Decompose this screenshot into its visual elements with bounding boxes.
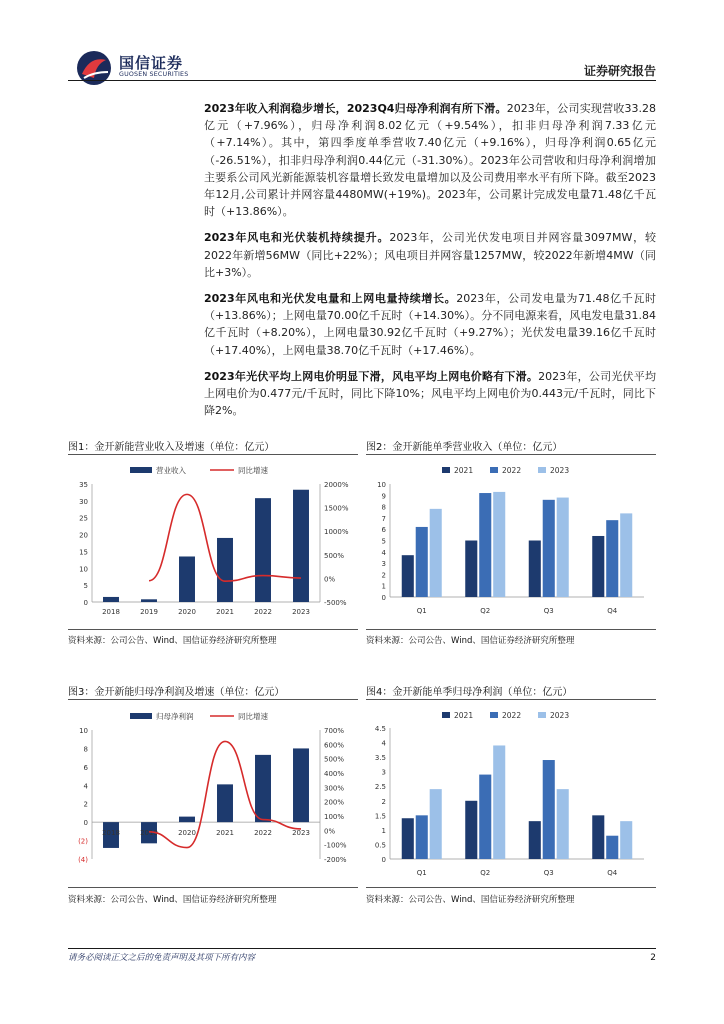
page-number: 2 [650,953,656,963]
figure-2 [366,438,656,650]
bar [293,748,309,822]
legend-label: 2021 [454,466,474,475]
y-tick-label: 4.5 [374,725,386,733]
x-tick-label: Q4 [607,607,618,615]
figure-title-divider [68,699,358,700]
legend-label: 2023 [550,711,570,720]
y-tick-label: 10 [79,565,88,574]
y2-tick-label: 200% [324,798,345,807]
legend-swatch [490,467,498,473]
bar [179,817,195,823]
bar [255,498,271,602]
legend-swatch-bar [130,467,152,473]
figure-title-divider [366,454,656,455]
bar [557,789,569,859]
y-tick-label: 9 [381,492,386,501]
figure-bottom-divider [68,887,358,888]
y-tick-label: 10 [79,727,88,735]
legend-label-bar: 营业收入 [156,466,186,475]
x-tick-label: Q3 [543,869,554,877]
paragraph-body: 2023年，公司光伏平均上网电价为0.477元/千瓦时，同比下降10%；风电平均上网电价为0.443元/千瓦时，同比下降2%。 [204,369,656,418]
y-tick-label: 35 [79,481,88,489]
y-tick-label: 6 [381,526,386,535]
paragraph-heading: 2023年风电和光伏发电量和上网电量持续增长。 [204,292,457,306]
bar [529,821,541,859]
legend-label: 2022 [502,466,522,475]
page-header [0,0,724,90]
net-profit-chart [68,703,358,883]
y-tick-label: 1.5 [374,812,386,821]
y-tick-label: 5 [381,537,386,546]
y2-tick-label: 600% [324,741,345,750]
figure-bottom-divider [366,629,656,630]
y-tick-label: 3 [381,560,386,569]
y-tick-label: 0 [83,599,88,607]
bar [592,536,604,597]
bar [620,821,632,859]
paragraph-heading: 2023年收入利润稳步增长，2023Q4归母净利润有所下滑。 [204,102,507,115]
x-tick-label: 2018 [102,608,120,616]
y2-tick-label: 300% [324,784,345,793]
bar [141,599,157,602]
figure-title-divider [366,699,656,700]
x-tick-label: Q1 [416,869,427,877]
x-tick-label: Q2 [480,607,491,615]
bar [465,541,477,598]
x-tick-label: 2022 [254,829,272,837]
bar [430,789,442,859]
figure-bottom-divider [68,629,358,630]
legend-swatch [442,467,450,473]
y2-tick-label: -100% [324,841,347,850]
bar [402,555,414,597]
y-tick-label: 0 [381,594,386,602]
x-tick-label: Q4 [607,869,618,877]
paragraph-generation [204,290,656,359]
y2-tick-label: 1000% [324,528,349,537]
y2-tick-label: 700% [324,727,345,735]
paragraph-body: 2023年，公司实现营收33.28亿元（+7.96%），归母净利润8.02亿元（+9.54%），扣非归母净利润7.33亿元（+7.14%）。其中，第四季度单季营收7.40亿元（+9.16%），归母净利润0.65亿元（-26.51%），扣非归母净利润0.44亿元（-31.30%）。2023年公司营收和归母净利润增加主要系公司风光新能源装机容量增长致发电量增加以及公司费用率水平有所下降。截至2023年12月,公司累计并网容量4480MW(+19%)。2023年，公司累计完成发电量71.48亿千瓦时（+13.86%）。 [204,102,657,219]
paragraph-capacity [204,229,656,281]
x-tick-label: 2018 [102,829,120,837]
report-type: 证券研究报告 [583,64,656,78]
legend-label-line: 同比增速 [238,712,268,721]
legend-label: 2021 [454,711,474,720]
x-tick-label: 2019 [140,829,158,837]
y-tick-label: 2 [381,571,386,580]
y-tick-label: 2.5 [374,783,386,792]
x-tick-label: 2019 [140,608,158,616]
y-tick-label: 8 [83,745,88,754]
figure-title: 图2：金开新能单季营业收入（单位：亿元） [366,442,563,453]
x-tick-label: 2021 [216,829,234,837]
figure-title-divider [68,454,358,455]
bar [465,801,477,859]
x-tick-label: 2022 [254,608,272,616]
bar [529,541,541,598]
y-tick-label: 30 [79,497,88,506]
y-tick-label: 1 [381,582,386,591]
x-tick-label: Q1 [416,607,427,615]
bar [493,745,505,859]
y-tick-label: 7 [381,514,386,523]
bar [217,784,233,822]
y2-tick-label: 500% [324,551,345,560]
paragraph-heading: 2023年光伏平均上网电价明显下滑，风电平均上网电价略有下滑。 [204,369,539,383]
legend-swatch [538,467,546,473]
y-tick-label: (4) [78,856,88,864]
y2-tick-label: -200% [324,856,347,864]
bar [606,836,618,859]
figure-1 [68,438,358,650]
y-tick-label: 3 [381,768,386,777]
bar [217,538,233,602]
x-tick-label: 2021 [216,608,234,616]
body-text [204,100,656,428]
y-tick-label: 0 [83,819,88,828]
bar [255,755,271,822]
x-tick-label: 2023 [292,608,310,616]
y-tick-label: 5 [83,582,88,591]
logo-text-en: GUOSEN SECURITIES [119,71,189,78]
bar [293,490,309,602]
y-tick-label: 3.5 [374,754,386,763]
y2-tick-label: 100% [324,813,345,821]
y-tick-label: 2 [381,797,386,806]
header-divider [68,80,656,81]
bar [416,815,428,859]
logo-text-cn: 国信证券 [119,54,184,72]
x-tick-label: 2020 [178,608,196,616]
x-tick-label: 2023 [292,829,310,837]
y-tick-label: 0 [381,856,386,864]
legend-label-line: 同比增速 [238,466,268,475]
bar [416,527,428,597]
figure-source: 资料来源：公司公告、Wind、国信证券经济研究所整理 [366,636,575,646]
paragraph-body: 2023年，公司光伏发电项目并网容量3097MW，较2022年新增56MW（同比+22%）；风电项目并网容量1257MW，较2022年新增4MW（同比+3%）。 [204,231,656,279]
y2-tick-label: 400% [324,770,345,778]
y-tick-label: 4 [381,548,386,557]
bar [493,492,505,597]
figure-source: 资料来源：公司公告、Wind、国信证券经济研究所整理 [68,636,277,646]
figure-bottom-divider [366,887,656,888]
revenue-chart [68,458,358,628]
y-tick-label: 4 [83,782,88,791]
legend-swatch-bar [130,713,152,719]
figure-source: 资料来源：公司公告、Wind、国信证券经济研究所整理 [366,895,575,905]
paragraph-heading: 2023年风电和光伏装机持续提升。 [204,231,390,245]
figure-source: 资料来源：公司公告、Wind、国信证券经济研究所整理 [68,895,277,905]
bar [592,815,604,859]
bar [430,509,442,597]
bar [179,556,195,602]
y2-tick-label: 0% [324,575,336,584]
y-tick-label: 1 [381,826,386,835]
bar [620,513,632,597]
legend-swatch [538,712,546,718]
paragraph-price [204,368,656,420]
y2-tick-label: -500% [324,599,347,607]
y-tick-label: 0.5 [374,841,386,850]
y-tick-label: 2 [83,800,88,809]
y-tick-label: 15 [79,548,88,557]
x-tick-label: Q2 [480,869,491,877]
figure-title: 图1：金开新能营业收入及增速（单位：亿元） [68,442,275,453]
paragraph-revenue [204,100,656,220]
figure-title: 图3：金开新能归母净利润及增速（单位：亿元） [68,687,285,698]
bar [103,597,119,602]
y2-tick-label: 500% [324,755,345,764]
y-tick-label: 20 [79,531,88,540]
bar [543,760,555,859]
bar [479,775,491,859]
y2-tick-label: 2000% [324,481,349,489]
paragraph-body: 2023年，公司发电量为71.48亿千瓦时（+13.86%）；上网电量70.00亿千瓦时（+14.30%）。分不同电源来看，风电发电量31.84亿千瓦时（+8.20%），上网电量30.92亿千瓦时（+9.27%）；光伏发电量39.16亿千瓦时（+17.40%），上网电量38.70亿千瓦时（+17.46%）。 [204,292,656,357]
legend-swatch [490,712,498,718]
y-tick-label: 6 [83,763,88,772]
y-tick-label: 10 [377,481,386,489]
bar [606,520,618,597]
y-tick-label: 8 [381,503,386,512]
figure-3 [68,683,358,913]
bar [543,500,555,597]
legend-swatch [442,712,450,718]
figure-4 [366,683,656,913]
x-tick-label: Q3 [543,607,554,615]
footer-divider [68,948,656,949]
legend-label: 2023 [550,466,570,475]
bar [557,498,569,597]
bar [402,818,414,859]
y-tick-label: (2) [78,837,88,846]
bar [479,493,491,597]
y-tick-label: 25 [79,514,88,523]
y2-tick-label: 1500% [324,504,349,513]
figure-title: 图4：金开新能单季归母净利润（单位：亿元） [366,687,573,698]
legend-label-bar: 归母净利润 [156,712,194,721]
x-tick-label: 2020 [178,829,196,837]
y2-tick-label: 0% [324,827,336,836]
quarterly-net-profit-chart [366,703,656,883]
quarterly-revenue-chart [366,458,656,628]
legend-label: 2022 [502,711,522,720]
y-tick-label: 4 [381,739,386,748]
disclaimer: 请务必阅读正文之后的免责声明及其项下所有内容 [68,953,256,963]
